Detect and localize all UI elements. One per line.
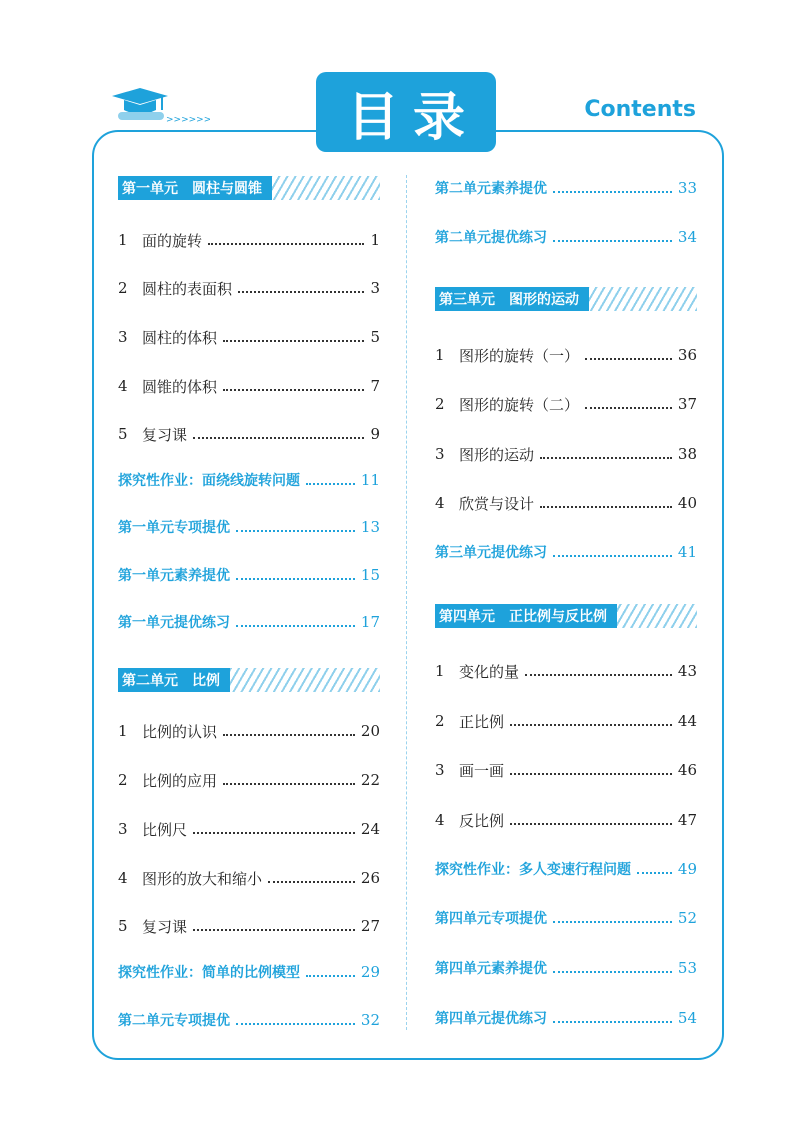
dot-leader <box>193 928 355 931</box>
unit-header <box>118 668 380 692</box>
unit-header <box>435 604 697 628</box>
toc-special-entry[interactable] <box>435 540 697 564</box>
toc-special-entry[interactable] <box>435 176 697 200</box>
dot-leader <box>510 772 672 775</box>
entry-title: 正比例 <box>459 712 505 731</box>
entry-number: 1 <box>118 722 128 740</box>
page-number: 9 <box>370 425 380 443</box>
entry-title: 变化的量 <box>459 662 520 681</box>
page-number: 53 <box>677 959 697 977</box>
toc-entry[interactable] <box>435 808 697 832</box>
unit-title: 第三单元 图形的运动 <box>435 287 589 311</box>
toc-entry[interactable] <box>118 228 380 252</box>
toc-entry[interactable] <box>118 768 380 792</box>
title-box <box>316 72 496 152</box>
entry-title: 图形的运动 <box>459 445 535 464</box>
entry-number: 4 <box>435 811 445 829</box>
dot-leader <box>223 339 364 342</box>
dot-leader <box>585 406 672 409</box>
toc-entry[interactable] <box>118 374 380 398</box>
page-number: 33 <box>677 179 697 197</box>
dot-leader <box>585 357 672 360</box>
page-number: 49 <box>677 860 697 878</box>
entry-title: 反比例 <box>459 811 505 830</box>
entry-number: 4 <box>118 377 128 395</box>
entry-title: 第二单元素养提优 <box>435 181 547 197</box>
contents-heading: Contents <box>584 97 696 122</box>
entry-number: 2 <box>118 771 128 789</box>
dot-leader <box>193 436 364 439</box>
page-number: 5 <box>370 328 380 346</box>
entry-number: 5 <box>118 425 128 443</box>
entry-number: 3 <box>118 328 128 346</box>
svg-text:>>>>>>: >>>>>> <box>166 115 210 125</box>
entry-title: 欣赏与设计 <box>459 494 535 513</box>
toc-entry[interactable] <box>118 276 380 300</box>
page-number: 29 <box>360 963 380 981</box>
dot-leader <box>238 290 364 293</box>
page-number: 52 <box>677 909 697 927</box>
dot-leader <box>236 529 355 532</box>
dot-leader <box>306 482 355 485</box>
toc-special-entry[interactable] <box>118 563 380 587</box>
entry-title: 探究性作业：简单的比例模型 <box>118 965 300 981</box>
dot-leader <box>540 505 672 508</box>
page-number: 26 <box>360 869 380 887</box>
entry-title: 第四单元素养提优 <box>435 961 547 977</box>
entry-number: 3 <box>118 820 128 838</box>
page-title: 目录 <box>346 87 479 148</box>
dot-leader <box>525 673 672 676</box>
entry-title: 探究性作业：面绕线旋转问题 <box>118 473 300 489</box>
page-number: 46 <box>677 761 697 779</box>
toc-entry[interactable] <box>435 709 697 733</box>
entry-title: 第三单元提优练习 <box>435 545 547 561</box>
dot-leader <box>553 1020 672 1023</box>
toc-special-entry[interactable] <box>435 857 697 881</box>
toc-special-entry[interactable] <box>435 1006 697 1030</box>
page-number: 40 <box>677 494 697 512</box>
toc-entry[interactable] <box>435 659 697 683</box>
header-stripes <box>589 287 697 311</box>
page-number: 27 <box>360 917 380 935</box>
entry-number: 2 <box>435 395 445 413</box>
page-number: 22 <box>360 771 380 789</box>
page-number: 20 <box>360 722 380 740</box>
entry-number: 3 <box>435 761 445 779</box>
dot-leader <box>236 624 355 627</box>
entry-title: 复习课 <box>142 917 188 936</box>
entry-title: 第一单元专项提优 <box>118 520 230 536</box>
dot-leader <box>553 970 672 973</box>
entry-number: 3 <box>435 445 445 463</box>
entry-title: 图形的放大和缩小 <box>142 869 263 888</box>
entry-number: 1 <box>435 662 445 680</box>
entry-title: 图形的旋转（一） <box>459 346 580 365</box>
toc-entry[interactable] <box>118 422 380 446</box>
dot-leader <box>193 831 355 834</box>
header-stripes <box>272 176 380 200</box>
entry-number: 1 <box>435 346 445 364</box>
entry-title: 第二单元提优练习 <box>435 230 547 246</box>
entry-number: 4 <box>435 494 445 512</box>
page-number: 34 <box>677 228 697 246</box>
dot-leader <box>223 782 355 785</box>
page-number: 38 <box>677 445 697 463</box>
page-number: 1 <box>370 231 380 249</box>
toc-entry[interactable] <box>118 914 380 938</box>
toc-special-entry[interactable] <box>435 225 697 249</box>
entry-title: 复习课 <box>142 425 188 444</box>
toc-entry[interactable] <box>118 817 380 841</box>
header-stripes <box>230 668 380 692</box>
toc-entry[interactable] <box>435 343 697 367</box>
entry-title: 面的旋转 <box>142 231 203 250</box>
entry-number: 2 <box>435 712 445 730</box>
unit-title: 第四单元 正比例与反比例 <box>435 604 617 628</box>
toc-special-entry[interactable] <box>435 906 697 930</box>
entry-title: 图形的旋转（二） <box>459 395 580 414</box>
dot-leader <box>236 1022 355 1025</box>
dot-leader <box>268 880 355 883</box>
dot-leader <box>306 974 355 977</box>
page-number: 17 <box>360 613 380 631</box>
dot-leader <box>236 577 355 580</box>
page-number: 15 <box>360 566 380 584</box>
entry-title: 第四单元专项提优 <box>435 911 547 927</box>
toc-special-entry[interactable] <box>118 960 380 984</box>
graduation-cap-logo <box>110 80 210 130</box>
dot-leader <box>208 242 364 245</box>
page-number: 41 <box>677 543 697 561</box>
toc-entry[interactable] <box>118 719 380 743</box>
toc-entry[interactable] <box>435 442 697 466</box>
toc-entry[interactable] <box>118 866 380 890</box>
toc-entry[interactable] <box>435 758 697 782</box>
dot-leader <box>553 920 672 923</box>
entry-title: 圆锥的体积 <box>142 377 218 396</box>
entry-title: 比例的应用 <box>142 771 218 790</box>
page-number: 44 <box>677 712 697 730</box>
page-number: 32 <box>360 1011 380 1029</box>
entry-number: 1 <box>118 231 128 249</box>
dot-leader <box>510 723 672 726</box>
page-number: 37 <box>677 395 697 413</box>
dot-leader <box>553 190 672 193</box>
entry-number: 2 <box>118 279 128 297</box>
entry-title: 圆柱的体积 <box>142 328 218 347</box>
entry-title: 画一画 <box>459 761 505 780</box>
page-number: 43 <box>677 662 697 680</box>
unit-header <box>118 176 380 200</box>
unit-header <box>435 287 697 311</box>
toc-entry[interactable] <box>118 325 380 349</box>
toc-entry[interactable] <box>435 491 697 515</box>
entry-title: 探究性作业：多人变速行程问题 <box>435 862 631 878</box>
page-number: 54 <box>677 1009 697 1027</box>
toc-special-entry[interactable] <box>118 515 380 539</box>
unit-title: 第二单元 比例 <box>118 668 230 692</box>
entry-number: 4 <box>118 869 128 887</box>
page-number: 7 <box>370 377 380 395</box>
dot-leader <box>553 554 672 557</box>
entry-title: 比例的认识 <box>142 722 218 741</box>
dot-leader <box>223 733 355 736</box>
toc-special-entry[interactable] <box>118 468 380 492</box>
column-divider <box>406 175 407 1030</box>
entry-title: 第四单元提优练习 <box>435 1011 547 1027</box>
dot-leader <box>510 822 672 825</box>
unit-title: 第一单元 圆柱与圆锥 <box>118 176 272 200</box>
toc-special-entry[interactable] <box>118 610 380 634</box>
page-number: 36 <box>677 346 697 364</box>
page-number: 3 <box>370 279 380 297</box>
dot-leader <box>637 871 672 874</box>
entry-title: 第一单元素养提优 <box>118 568 230 584</box>
toc-entry[interactable] <box>435 392 697 416</box>
entry-title: 第一单元提优练习 <box>118 615 230 631</box>
entry-title: 比例尺 <box>142 820 188 839</box>
dot-leader <box>553 239 672 242</box>
dot-leader <box>223 388 364 391</box>
entry-number: 5 <box>118 917 128 935</box>
page-number: 47 <box>677 811 697 829</box>
dot-leader <box>540 456 672 459</box>
page-number: 11 <box>360 471 380 489</box>
entry-title: 第二单元专项提优 <box>118 1013 230 1029</box>
header-stripes <box>617 604 697 628</box>
entry-title: 圆柱的表面积 <box>142 279 233 298</box>
toc-special-entry[interactable] <box>118 1008 380 1032</box>
page-number: 24 <box>360 820 380 838</box>
toc-special-entry[interactable] <box>435 956 697 980</box>
page-number: 13 <box>360 518 380 536</box>
